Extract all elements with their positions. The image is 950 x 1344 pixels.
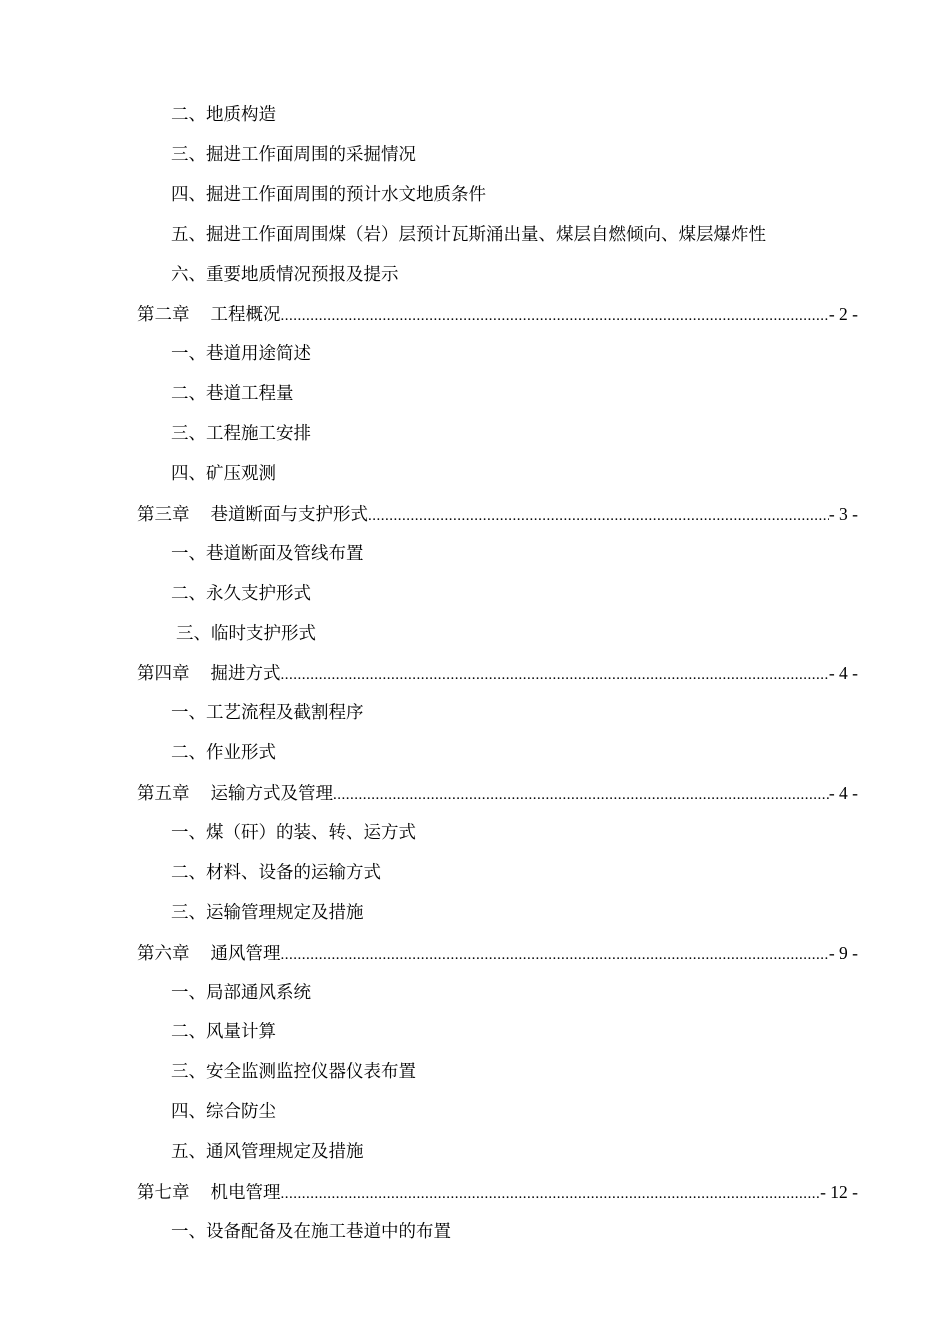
chapter-number: 第六章: [137, 943, 190, 964]
toc-section-entry[interactable]: 三、运输管理规定及措施: [171, 902, 364, 923]
toc-section-entry[interactable]: 三、工程施工安排: [171, 424, 311, 445]
toc-section-entry[interactable]: 二、巷道工程量: [171, 384, 294, 405]
dot-leader: [281, 1175, 821, 1215]
page-number: - 2 -: [828, 304, 858, 325]
dot-leader: [281, 656, 829, 696]
page-number: - 3 -: [828, 503, 858, 524]
chapter-number: 第四章: [137, 664, 190, 685]
chapter-title: 巷道断面与支护形式: [210, 504, 368, 525]
chapter-number: 第七章: [137, 1183, 190, 1204]
chapter-number: 第三章: [137, 504, 190, 525]
dot-leader: [281, 936, 829, 976]
chapter-number: 第二章: [137, 305, 190, 326]
toc-section-entry[interactable]: 一、巷道用途简述: [171, 344, 311, 365]
dot-leader: [368, 497, 829, 537]
toc-chapter-entry[interactable]: [137, 495, 858, 535]
toc-chapter-entry[interactable]: [137, 774, 858, 814]
chapter-number: 第五章: [137, 784, 190, 805]
toc-section-entry[interactable]: 三、临时支护形式: [176, 623, 316, 644]
toc-chapter-entry[interactable]: [137, 295, 858, 335]
dot-leader: [333, 776, 829, 816]
page-number: - 4 -: [828, 663, 858, 684]
toc-section-entry[interactable]: 四、综合防尘: [171, 1102, 276, 1123]
toc-chapter-entry[interactable]: [137, 934, 858, 974]
toc-section-entry[interactable]: 二、材料、设备的运输方式: [171, 862, 381, 883]
page-number: - 12 -: [820, 1182, 858, 1203]
toc-section-entry[interactable]: 二、地质构造: [171, 105, 276, 125]
toc-section-entry[interactable]: 四、矿压观测: [171, 464, 276, 485]
toc-section-entry[interactable]: 一、局部通风系统: [171, 982, 311, 1003]
toc-section-entry[interactable]: 一、设备配备及在施工巷道中的布置: [171, 1221, 451, 1242]
toc-section-entry[interactable]: 一、巷道断面及管线布置: [171, 543, 364, 564]
toc-chapter-entry[interactable]: [137, 1173, 858, 1213]
toc-section-entry[interactable]: 一、煤（矸）的装、转、运方式: [171, 823, 416, 844]
chapter-title: 机电管理: [210, 1183, 281, 1204]
toc-section-entry[interactable]: 六、重要地质情况预报及提示: [171, 264, 399, 285]
chapter-title: 工程概况: [210, 305, 281, 326]
chapter-title: 运输方式及管理: [210, 784, 333, 805]
page-number: - 4 -: [828, 783, 858, 804]
toc-section-entry[interactable]: 二、永久支护形式: [171, 583, 311, 604]
table-of-contents: [0, 96, 950, 1253]
toc-section-entry[interactable]: 三、掘进工作面周围的采掘情况: [171, 144, 416, 165]
page-number: - 9 -: [828, 942, 858, 963]
toc-section-entry[interactable]: 五、通风管理规定及措施: [171, 1142, 364, 1163]
toc-section-entry[interactable]: 二、风量计算: [171, 1022, 276, 1043]
toc-section-entry[interactable]: 三、安全监测监控仪器仪表布置: [171, 1062, 416, 1083]
toc-section-entry[interactable]: 二、作业形式: [171, 743, 276, 764]
chapter-title: 掘进方式: [210, 664, 281, 685]
dot-leader: [281, 297, 829, 337]
toc-chapter-entry[interactable]: [137, 654, 858, 694]
toc-section-entry[interactable]: 一、工艺流程及截割程序: [171, 703, 364, 724]
toc-section-entry[interactable]: 五、掘进工作面周围煤（岩）层预计瓦斯涌出量、煤层自燃倾向、煤层爆炸性: [171, 224, 766, 245]
toc-section-entry[interactable]: 四、掘进工作面周围的预计水文地质条件: [171, 184, 486, 205]
chapter-title: 通风管理: [210, 943, 281, 964]
